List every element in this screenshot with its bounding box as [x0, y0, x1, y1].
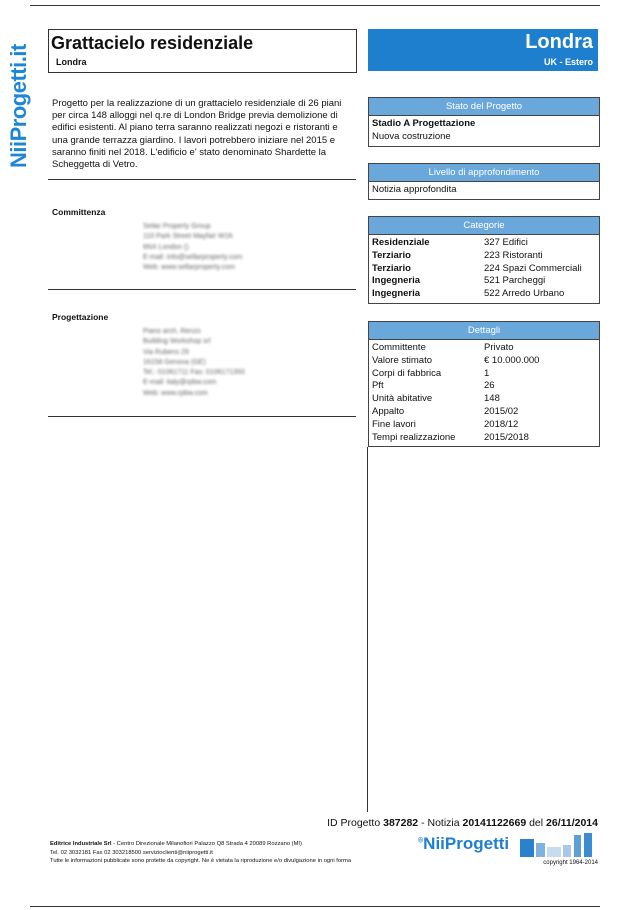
contact-line: E-mail: italy@rpbw.com — [143, 379, 217, 387]
location-box — [368, 29, 598, 71]
project-id-line — [327, 817, 598, 829]
categoria-value: 521 Parcheggi — [484, 275, 546, 287]
side-brand-logo: NiiProgetti.it — [6, 44, 31, 168]
dettaglio-row — [372, 419, 596, 432]
stato-value: Nuova costruzione — [372, 130, 451, 142]
categoria-key: Ingegneria — [372, 288, 421, 300]
notizia-id: 20141122669 — [462, 817, 527, 829]
contact-line: Tel.: 01061711 Fax: 0106171350 — [143, 369, 245, 377]
footer-logo: ®NiiProgetti — [418, 834, 510, 853]
location-city: Londra — [525, 31, 593, 53]
divider — [48, 416, 356, 417]
contact-line: Building Workshop srl — [143, 338, 211, 346]
categoria-row — [372, 275, 596, 288]
id-prefix: ID Progetto — [327, 817, 381, 829]
dettaglio-row — [372, 406, 596, 419]
project-id: 387282 — [383, 817, 419, 829]
contact-line: 110 Park Street Mayfair W1K — [143, 233, 234, 241]
dettaglio-key: Tempi realizzazione — [372, 431, 456, 443]
stato-box — [368, 97, 600, 147]
contact-line: Piano arch. Renzo — [143, 328, 201, 335]
categoria-key: Terziario — [372, 249, 411, 261]
dettaglio-row — [372, 393, 596, 406]
categorie-box — [368, 216, 600, 304]
footer-company: Editrice Industriale Srl — [50, 841, 112, 847]
dettaglio-value: 1 — [484, 367, 490, 379]
categoria-row — [372, 288, 596, 301]
dettagli-box — [368, 321, 600, 447]
footer-logo-text: NiiProgetti — [423, 834, 510, 853]
contact-line: Via Rubens 29 — [143, 348, 189, 356]
dettaglio-key: Unità abitative — [372, 393, 433, 405]
contact-line: Web: www.sellarproperty.com — [143, 264, 235, 272]
categoria-value: 327 Edifici — [484, 237, 528, 248]
dettaglio-value: 2015/2018 — [484, 431, 529, 443]
id-del: del — [526, 817, 547, 829]
categoria-value: 224 Spazi Commerciali — [484, 262, 582, 274]
dettaglio-value: 2018/12 — [484, 418, 519, 430]
divider — [48, 289, 356, 290]
page-title: Grattacielo residenziale — [51, 33, 254, 53]
project-description: Progetto per la realizzazione di un grattacielo residenziale di 26 piani per circa 148 alloggi nel q.re di London Bridge previa demolizione di edifici esistenti. Al piano terra saranno realizzati negozi e ristoranti e una grande terrazza giardino. I lavori potrebbero iniziare nel 2015 e saranno finiti nel 2018. L'edificio e' stato denominato Shardette la Scheggetta di Vetro. — [52, 98, 342, 171]
dettaglio-key: Pft — [372, 380, 384, 392]
footer-contacts: Tel. 02 3032181 Fax 02 303218500 servizioclienti@niiprogetti.it — [50, 849, 213, 856]
skyline-graphic-icon — [520, 833, 598, 857]
footer-address: - Centro Direzionale Milanofiori Palazzo Q8 Strada 4 20089 Rozzano (MI) — [111, 841, 302, 847]
dettaglio-value: Privato — [484, 342, 514, 353]
dettaglio-value: € 10.000.000 — [484, 354, 540, 366]
committenza-contact — [143, 222, 242, 273]
dettaglio-key: Valore stimato — [372, 354, 433, 366]
categoria-value: 522 Arredo Urbano — [484, 288, 565, 300]
notizia-date: 26/11/2014 — [546, 817, 598, 829]
stato-header: Stato del Progetto — [369, 98, 599, 116]
id-mid: - Notizia — [418, 817, 463, 829]
livello-header: Livello di approfondimento — [369, 164, 599, 182]
contact-line: E-mail: info@sellarproperty.com — [143, 253, 243, 261]
categoria-key: Terziario — [372, 262, 411, 274]
progettazione-contact — [143, 327, 245, 399]
footer-copyright: copyright 1964-2014 — [543, 860, 598, 866]
categoria-row — [372, 263, 596, 276]
dettagli-header: Dettagli — [369, 322, 599, 340]
dettaglio-key: Appalto — [372, 405, 405, 417]
location-country: UK - Estero — [543, 57, 593, 67]
categoria-row — [372, 237, 596, 250]
categorie-header: Categorie — [369, 217, 599, 235]
dettaglio-key: Committente — [372, 342, 426, 353]
dettaglio-value: 2015/02 — [484, 405, 519, 417]
categoria-value: 223 Ristoranti — [484, 249, 543, 261]
divider — [48, 179, 356, 180]
livello-value: Notizia approfondita — [372, 184, 457, 195]
committenza-label: Committenza — [52, 207, 106, 217]
dettaglio-row — [372, 432, 596, 445]
dettaglio-value: 148 — [484, 393, 500, 405]
footer — [50, 840, 351, 866]
dettaglio-key: Corpi di fabbrica — [372, 367, 442, 379]
progettazione-label: Progettazione — [52, 312, 109, 322]
dettaglio-row — [372, 342, 596, 355]
contact-line: 6NX London () — [143, 243, 189, 251]
dettaglio-row — [372, 368, 596, 381]
categoria-row — [372, 250, 596, 263]
dettaglio-row — [372, 380, 596, 393]
dettaglio-row — [372, 355, 596, 368]
top-rule — [30, 5, 600, 6]
column-divider — [367, 447, 368, 812]
dettaglio-key: Fine lavori — [372, 418, 416, 430]
footer-notice: Tutte le informazioni pubblicate sono protette da copyright. Ne è vietata la riproduzione e/o divulgazione in ogni forma — [50, 858, 352, 864]
categoria-key: Ingegneria — [372, 275, 421, 287]
livello-box — [368, 163, 600, 200]
stato-title: Stadio A Progettazione — [372, 118, 476, 129]
dettaglio-value: 26 — [484, 380, 495, 392]
contact-line: Sellar Property Group — [143, 223, 211, 230]
bottom-rule — [30, 906, 600, 907]
title-box — [48, 29, 357, 73]
categoria-key: Residenziale — [372, 237, 430, 248]
contact-line: 16158 Genova (GE) — [143, 358, 206, 366]
page-subtitle: Londra — [56, 57, 87, 67]
contact-line: Web: www.rpbw.com — [143, 389, 208, 397]
